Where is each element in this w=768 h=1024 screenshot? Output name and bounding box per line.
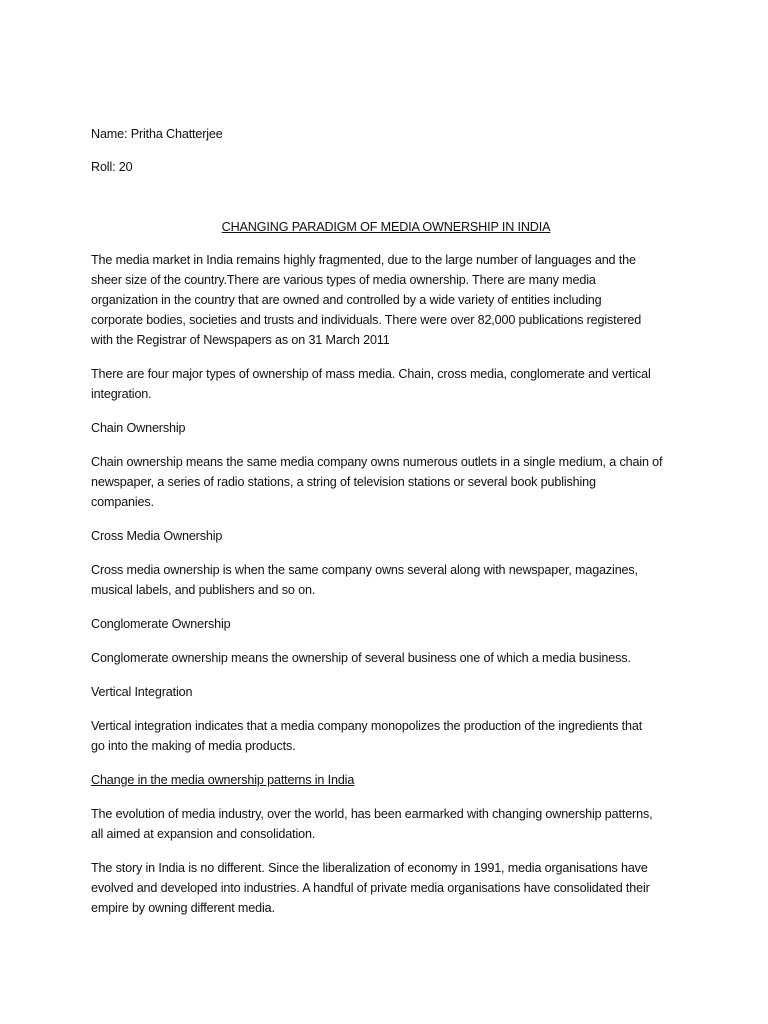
paragraph-line: organization in the country that are owned and controlled by a wide variety of entities including (91, 293, 602, 307)
paragraph-line: Cross media ownership is when the same company owns several along with newspaper, magazines, (91, 563, 638, 577)
paragraph-line: musical labels, and publishers and so on. (91, 583, 316, 597)
paragraph-line: Conglomerate ownership means the ownership of several business one of which a media business. (91, 651, 631, 665)
heading-chain-ownership: Chain Ownership (91, 421, 186, 435)
document-body (91, 124, 681, 918)
paragraph-line: sheer size of the country.There are various types of media ownership. There are many media (91, 273, 596, 287)
paragraph-line: evolved and developed into industries. A handful of private media organisations have consolidated their (91, 881, 650, 895)
paragraph-line: with the Registrar of Newspapers as on 31 March 2011 (91, 333, 390, 347)
paragraph-line: go into the making of media products. (91, 739, 296, 753)
paragraph-line: empire by owning different media. (91, 901, 275, 915)
paragraph-line: Vertical integration indicates that a media company monopolizes the production of the ingredients that (91, 719, 643, 733)
paragraph-line: The media market in India remains highly fragmented, due to the large number of languages and the (91, 253, 636, 267)
cross-media-paragraph (91, 560, 681, 600)
paragraph-line: Chain ownership means the same media company owns numerous outlets in a single medium, a chain of (91, 455, 663, 469)
paragraph-line: The story in India is no different. Since the liberalization of economy in 1991, media organisations have (91, 861, 648, 875)
india-story-paragraph (91, 858, 681, 918)
vertical-integration-paragraph (91, 716, 681, 756)
paragraph-line: The evolution of media industry, over the world, has been earmarked with changing ownership patterns, (91, 807, 653, 821)
paragraph-line: corporate bodies, societies and trusts and individuals. There were over 82,000 publications registered (91, 313, 642, 327)
evolution-paragraph (91, 804, 681, 844)
document-title: CHANGING PARADIGM OF MEDIA OWNERSHIP IN INDIA (221, 220, 551, 234)
paragraph-line: There are four major types of ownership of mass media. Chain, cross media, conglomerate and vertical (91, 367, 651, 381)
heading-cross-media-ownership: Cross Media Ownership (91, 529, 223, 543)
roll-number: Roll: 20 (91, 160, 133, 174)
paragraph-line: integration. (91, 387, 152, 401)
paragraph-line: companies. (91, 495, 154, 509)
paragraph-line: newspaper, a series of radio stations, a string of television stations or several book publishing (91, 475, 596, 489)
heading-vertical-integration: Vertical Integration (91, 685, 193, 699)
paragraph-line: all aimed at expansion and consolidation. (91, 827, 316, 841)
chain-paragraph (91, 452, 681, 512)
heading-conglomerate-ownership: Conglomerate Ownership (91, 617, 231, 631)
author-name: Name: Pritha Chatterjee (91, 127, 223, 141)
intro-paragraph (91, 250, 681, 350)
types-paragraph (91, 364, 681, 404)
heading-change-in-ownership-patterns: Change in the media ownership patterns in India (91, 773, 355, 787)
conglomerate-paragraph (91, 648, 681, 668)
